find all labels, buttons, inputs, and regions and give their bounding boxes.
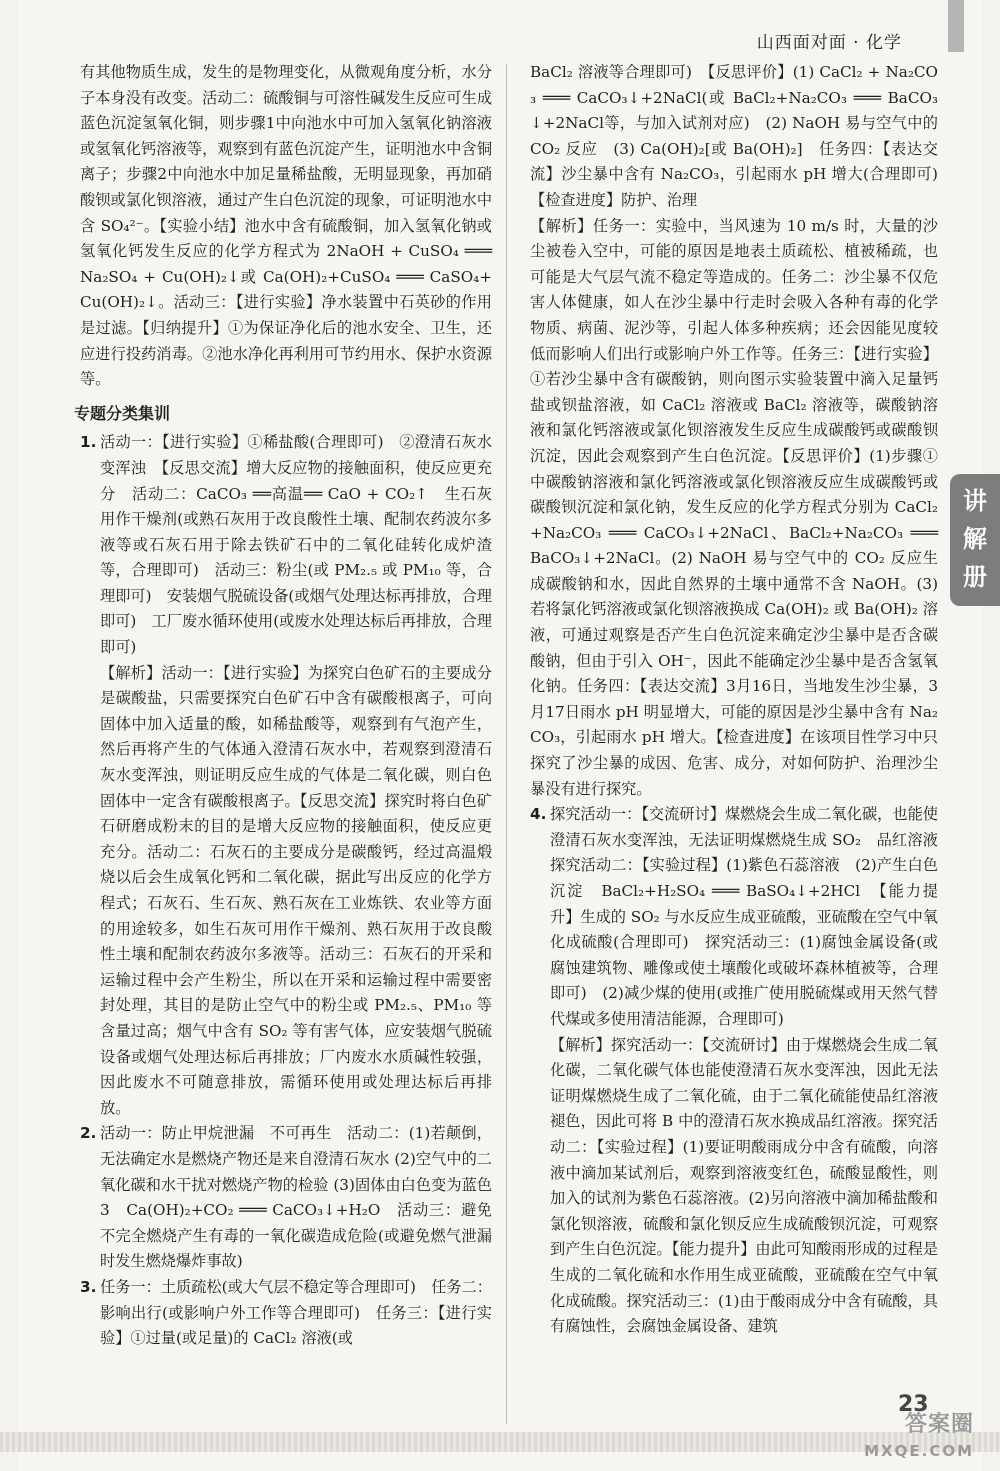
answer-item-3 xyxy=(80,1275,492,1352)
analysis-text: 【解析】任务一：实验中，当风速为 10 m/s 时，大量的沙尘被卷入空中，可能的原因是地表土质疏松、植被稀疏，也可能是大气层气流不稳定等造成的。任务二：沙尘暴不仅危害人体健康，如人在沙尘暴中行走时会吸入各种有毒的化学物质、病菌、泥沙等，引起人体多种疾病；还会因能见度较低而影响人们出行或影响户外工作等。任务三：【进行实验】①若沙尘暴中含有碳酸钠，则向图示实验装置中滴入足量钙盐或钡盐溶液，如 CaCl₂ 溶液或 BaCl₂ 溶液等，碳酸钠溶液和氯化钙溶液或氯化钡溶液发生反应生成碳酸钙或碳酸钡沉淀，因此会观察到产生白色沉淀。【反思评价】(1)步骤①中碳酸钠溶液和氯化钙溶液或氯化钡溶液反应生成碳酸钙或碳酸钡沉淀和氯化钠，发生反应的化学方程式分别为 CaCl₂+Na₂CO₃ ═══ CaCO₃↓+2NaCl、BaCl₂+Na₂CO₃ ═══ BaCO₃↓+2NaCl。(2) NaOH 易与空气中的 CO₂ 反应生成碳酸钠和水，因此自然界的土壤中通常不含 NaOH。(3)若将氯化钙溶液或氯化钡溶液换成 Ca(OH)₂ 或 Ba(OH)₂ 溶液，可通过观察是否产生白色沉淀来确定沙尘暴中是否含碳酸钠，但由于引入 OH⁻，因此不能确定沙尘暴中是否含氢氧化钠。任务四：【表达交流】3月16日，当地发生沙尘暴，3月17日雨水 pH 明显增大，可能的原因是沙尘暴中含有 Na₂CO₃，引起雨水 pH 增大。【检查进度】在该项目性学习中只探究了沙尘暴的成因、危害、成分，对如何防护、治理沙尘暴没有进行探究。 xyxy=(530,216,938,798)
watermark-sub: MXQE.COM xyxy=(864,1442,974,1460)
watermark-logo xyxy=(864,1412,974,1464)
answer-item-4 xyxy=(530,802,954,1339)
continuation-text: BaCl₂ 溶液等合理即可) 【反思评价】(1) CaCl₂ + Na₂CO₃ ═══ CaCO₃↓+2NaCl(或 BaCl₂+Na₂CO₃ ═══ BaCO₃↓+2NaCl等，与加入试剂对应) (2) NaOH 易与空气中的 CO₂ 反应 (3) Ca(OH)₂[或 Ba(OH)₂] 任务四：【表达交流】沙尘暴中含有 Na₂CO₃，引起雨水 pH 增大(合理即可) 【检查进度】防护、治理 xyxy=(530,63,954,209)
right-column xyxy=(530,60,954,1340)
page-sheet xyxy=(18,0,982,1471)
section-title: 专题分类集训 xyxy=(74,403,171,423)
analysis-text: 【解析】活动一：【进行实验】为探究白色矿石的主要成分是碳酸盐，只需要探究白色矿石中含有碳酸根离子，可向固体中加入适量的酸，如稀盐酸等，观察到有气泡产生，然后再将产生的气体通入澄清石灰水中，若观察到澄清石灰水变浑浊，则证明反应生成的气体是二氧化碳，则白色固体中一定含有碳酸根离子。【反思交流】探究时将白色矿石研磨成粉末的目的是增大反应物的接触面积，使反应更充分。活动二：石灰石的主要成分是碳酸钙，经过高温煅烧以后会生成氧化钙和二氧化碳，据此写出反应的化学方程式；石灰石、生石灰、熟石灰在工业炼铁、农业等方面的用途较多，如生石灰可用作干燥剂、熟石灰用于改良酸性土壤和配制农药波尔多液等。活动三：石灰石的开采和运输过程中会产生粉尘，所以在开采和运输过程中需要密封处理，其目的是防止空气中的粉尘或 PM₂.₅、PM₁₀ 等含量过高；烟气中含有 SO₂ 等有害气体，应安装烟气脱硫设备或烟气处理达标后再排放；厂内废水水质碱性较强，因此废水不可随意排放，需循环使用或处理达标后再排放。 xyxy=(100,663,492,1117)
corner-tab xyxy=(948,0,964,52)
footer-strip xyxy=(0,1432,1000,1452)
answer-item-1 xyxy=(80,430,492,1121)
intro-paragraph: 有其他物质生成，发生的是物理变化，从微观角度分析，水分子本身没有改变。活动二：硫酸铜与可溶性碱发生反应可生成蓝色沉淀氢氧化铜，则步骤1中向池水中可加入氢氧化钠溶液或氢氧化钙溶液等，观察到有蓝色沉淀产生，证明池水中含铜离子；步骤2中向池水中加足量稀盐酸，无明显现象，再加硝酸钡或氯化钡溶液，通过产生白色沉淀的现象，可证明池水中含 SO₄²⁻。【实验小结】池水中含有硫酸铜，加入氢氧化钠或氢氧化钙发生反应的化学方程式为 2NaOH + CuSO₄ ═══ Na₂SO₄ + Cu(OH)₂↓或 Ca(OH)₂+CuSO₄ ═══ CaSO₄+Cu(OH)₂↓。活动三：【进行实验】净水装置中石英砂的作用是过滤。【归纳提升】①为保证净化后的池水安全、卫生，还应进行投药消毒。②池水净化再利用可节约用水、保护水资源等。 xyxy=(80,63,492,389)
item-number: 2. xyxy=(80,1124,97,1143)
item-number: 3. xyxy=(80,1277,97,1296)
side-tab xyxy=(950,474,1000,606)
answer-item-2 xyxy=(80,1121,508,1275)
answer-text: 探究活动一：【交流研讨】煤燃烧会生成二氧化碳，也能使澄清石灰水变浑浊，无法证明煤燃烧生成 SO₂ 品红溶液 探究活动二：【实验过程】(1)紫色石蕊溶液 (2)产生白色沉淀 BaCl₂+H₂SO₄ ═══ BaSO₄↓+2HCl 【能力提升】生成的 SO₂ 与水反应生成亚硫酸，亚硫酸在空气中氧化成硫酸(合理即可) 探究活动三：(1)腐蚀金属设备(或腐蚀建筑物、雕像或使土壤酸化或破坏森林植被等，合理即可) (2)减少煤的使用(或推广使用脱硫煤或用天然气替代煤或多使用清洁能源，合理即可) xyxy=(550,805,954,1028)
item-number: 1. xyxy=(80,433,97,452)
column-divider xyxy=(506,64,507,1424)
answer-text: 活动一：防止甲烷泄漏 不可再生 活动二：(1)若颠倒，无法确定水是燃烧产物还是来自澄清石灰水 (2)空气中的二氧化碳和水干扰对燃烧产物的检验 (3)固体由白色变为蓝色 3 Ca(OH)₂+CO₂ ═══ CaCO₃↓+H₂O 活动三：避免不完全燃烧产生有毒的一氧化碳造成危险(或避免燃气泄漏时发生燃烧爆炸事故) xyxy=(100,1124,508,1271)
side-tab-char: 讲 xyxy=(963,487,987,515)
watermark-main: 答案圈 xyxy=(904,1412,974,1437)
left-column xyxy=(74,60,508,1352)
page-number: 23 xyxy=(898,1392,929,1417)
answer-text: 任务一：土质疏松(或大气层不稳定等合理即可) 任务二：影响出行(或影响户外工作等合理即可) 任务三：【进行实验】①过量(或足量)的 CaCl₂ 溶液(或 xyxy=(100,1277,492,1348)
item-number: 4. xyxy=(530,805,547,824)
side-tab-char: 解 xyxy=(963,525,987,553)
analysis-text: 【解析】探究活动一：【交流研讨】由于煤燃烧会生成二氧化碳，二氧化碳气体也能使澄清石灰水变浑浊，因此无法证明煤燃烧生成了二氧化硫，由于二氧化硫能使品红溶液褪色，因此可将 B 中的澄清石灰水换成品红溶液。探究活动二：【实验过程】(1)要证明酸雨成分中含有硫酸，向溶液中滴加某试剂后，观察到溶液变红色，硫酸显酸性，则加入的试剂为紫色石蕊溶液。(2)另向溶液中滴加稀盐酸和氯化钡溶液，硫酸和氯化钡反应生成硫酸钡沉淀，可观察到产生白色沉淀。【能力提升】由此可知酸雨形成的过程是生成的二氧化硫和水作用生成亚硫酸，亚硫酸在空气中氧化成硫酸。探究活动三：(1)由于酸雨成分中含有硫酸，具有腐蚀性，会腐蚀金属设备、建筑 xyxy=(550,1035,938,1336)
answer-text: 活动一：【进行实验】①稀盐酸(合理即可) ②澄清石灰水变浑浊 【反思交流】增大反应物的接触面积，使反应更充分 活动二：CaCO₃ ══高温══ CaO + CO₂↑ 生石灰用作干燥剂(或熟石灰用于改良酸性土壤、配制农药波尔多液等或石灰石用于除去铁矿石中的二氧化硅转化成炉渣等，合理即可) 活动三：粉尘(或 PM₂.₅ 或 PM₁₀ 等，合理即可) 安装烟气脱硫设备(或烟气处理达标再排放，合理即可) 工厂废水循环使用(或废水处理达标后再排放，合理即可) xyxy=(100,433,492,657)
side-tab-char: 册 xyxy=(963,563,987,591)
running-header: 山西面对面 · 化学 xyxy=(756,33,902,53)
